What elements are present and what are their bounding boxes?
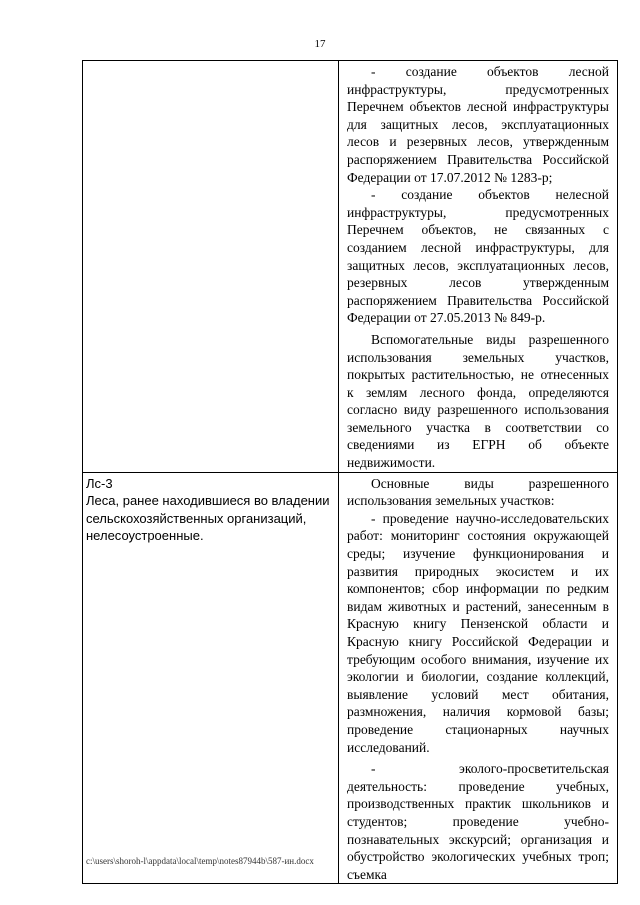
paragraph: - эколого-просветительская деятельность: проведение учебных, производственных практик школьников и студентов; проведение учебно-познавательных экскурсий; организация и обустройство экологических учебных троп; съемка: [347, 761, 609, 882]
paragraph: - создание объектов нелесной инфраструктуры, предусмотренных Перечнем объектов, не связанных с созданием лесной инфраструктуры, для защитных лесов, эксплуатационных лесов, резервных лесов утвержденным распоряжением Правительства Российской Федерации от 27.05.2013 № 849-р.: [347, 187, 609, 326]
table-row: [83, 61, 618, 473]
zone-description: Леса, ранее находившиеся во владении сельскохозяйственных организаций, нелесоустроенные.: [86, 493, 330, 544]
paragraph: Вспомогательные виды разрешенного использования земельных участков, покрытых растительностью, не отнесенных к землям лесного фонда, определяются согласно виду разрешенного использования земельного участка в соответствии со сведениями из ЕГРН об объекте недвижимости.: [347, 331, 609, 471]
row1-left-text: [83, 61, 338, 63]
paragraph: - создание объектов лесной инфраструктуры, предусмотренных Перечнем объектов лесной инфраструктуры для защитных лесов, эксплуатационных лесов и резервных лесов, утвержденным распоряжением Правительства Российской Федерации от 17.07.2012 № 1283-р;: [347, 64, 609, 185]
zoning-table: [82, 60, 618, 884]
table-row: [83, 472, 618, 884]
row2-right-text: [339, 473, 617, 884]
paragraph: Основные виды разрешенного использования земельных участков:: [347, 475, 609, 509]
row2-left-text: [83, 473, 338, 545]
table-cell-right: [339, 61, 618, 473]
table-cell-left: [83, 472, 339, 884]
row1-right-text: [339, 61, 617, 472]
paragraph: - проведение научно-исследовательских работ: мониторинг состояния окружающей среды; изучение функционирования и развития природных экосистем и их компонентов; сбор информации по редким видам животных и растений, занесенным в Красную книгу Пензенской области и Красную книгу Российской Федерации и требующим особого внимания, изучение их экологии и биологии, создание коллекций, выявление условий мест обитания, размножения, наличия кормовой базы; проведение стационарных научных исследований.: [347, 510, 609, 755]
table-cell-left-empty: [83, 61, 339, 473]
page-number: 17: [314, 38, 326, 50]
table-cell-right: [339, 472, 618, 884]
zone-code: Лс-3: [86, 475, 113, 491]
file-path-footer: c:\users\shoroh-l\appdata\local\temp\notes87944b\587-ин.docx: [86, 856, 314, 866]
